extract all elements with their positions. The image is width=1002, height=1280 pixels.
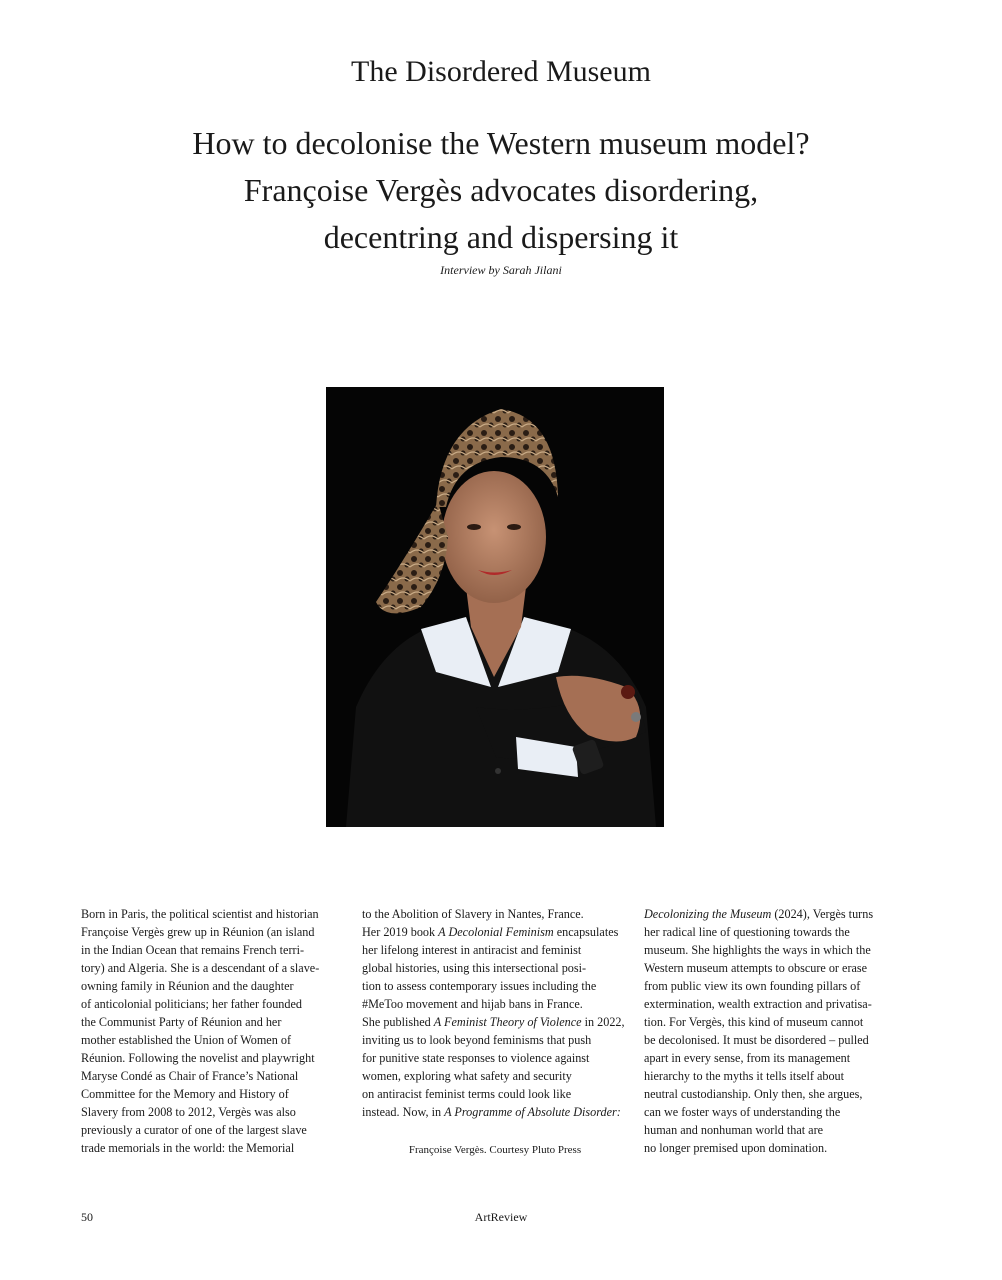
text-line: neutral custodianship. Only then, she argues,: [644, 1087, 863, 1101]
text-line: of anticolonial politicians; her father founded: [81, 997, 302, 1011]
text-line: extermination, wealth extraction and privatisa-: [644, 997, 872, 1011]
text-run: Her 2019 book: [362, 925, 439, 939]
text-line: hierarchy to the myths it tells itself about: [644, 1069, 845, 1083]
body-column-1: [81, 905, 351, 1157]
book-title: A Programme of Absolute Disorder:: [444, 1105, 621, 1119]
text-line: human and nonhuman world that are: [644, 1123, 824, 1137]
text-line: tion. For Vergès, this kind of museum cannot: [644, 1015, 864, 1029]
text-run: (2024), Vergès turns: [771, 907, 874, 921]
book-title: A Decolonial Feminism: [438, 925, 554, 939]
headline-line: How to decolonise the Western museum model?: [192, 125, 810, 161]
text-line: for punitive state responses to violence against: [362, 1051, 590, 1065]
body-column-3: [644, 905, 914, 1157]
book-title: A Feminist Theory of Violence: [433, 1015, 582, 1029]
text-line: trade memorials in the world: the Memorial: [81, 1141, 295, 1155]
portrait-photo: [326, 387, 664, 827]
text-line: tion to assess contemporary issues including the: [362, 979, 597, 993]
text-line: can we foster ways of understanding the: [644, 1105, 841, 1119]
text-line: Western museum attempts to obscure or erase: [644, 961, 868, 975]
section-title: The Disordered Museum: [351, 55, 651, 88]
text-line: inviting us to look beyond feminisms that push: [362, 1033, 592, 1047]
text-line: no longer premised upon domination.: [644, 1141, 828, 1155]
text-line: [362, 1013, 632, 1031]
text-line: [362, 1103, 632, 1121]
headline: [120, 120, 882, 261]
text-line: Born in Paris, the political scientist and historian: [81, 907, 319, 921]
text-line: Slavery from 2008 to 2012, Vergès was also: [81, 1105, 296, 1119]
text-line: her lifelong interest in antiracist and feminist: [362, 943, 582, 957]
text-line: [644, 905, 914, 923]
text-line: on antiracist feminist terms could look like: [362, 1087, 572, 1101]
text-line: #MeToo movement and hijab bans in France.: [362, 997, 583, 1011]
body-column-2: [362, 905, 632, 1121]
text-line: apart in every sense, from its management: [644, 1051, 851, 1065]
magazine-name: ArtReview: [474, 1210, 528, 1224]
text-run: She published: [362, 1015, 434, 1029]
text-line: in the Indian Ocean that remains French terri-: [81, 943, 305, 957]
text-line: women, exploring what safety and security: [362, 1069, 572, 1083]
text-line: her radical line of questioning towards the: [644, 925, 850, 939]
text-line: global histories, using this intersectional posi-: [362, 961, 587, 975]
text-run: in 2022,: [581, 1015, 625, 1029]
text-line: museum. She highlights the ways in which the: [644, 943, 871, 957]
byline: Interview by Sarah Jilani: [440, 263, 562, 277]
book-title: Decolonizing the Museum: [644, 907, 772, 921]
text-line: Maryse Condé as Chair of France’s National: [81, 1069, 299, 1083]
text-line: be decolonised. It must be disordered – pulled: [644, 1033, 869, 1047]
text-line: Françoise Vergès grew up in Réunion (an island: [81, 925, 315, 939]
page-number: 50: [81, 1210, 93, 1224]
text-line: from public view its own founding pillars of: [644, 979, 861, 993]
text-run: instead. Now, in: [362, 1105, 445, 1119]
text-line: owning family in Réunion and the daughter: [81, 979, 294, 993]
headline-line: decentring and dispersing it: [323, 219, 679, 255]
headline-line: Françoise Vergès advocates disordering,: [243, 172, 759, 208]
text-run: encapsulates: [553, 925, 619, 939]
text-line: the Communist Party of Réunion and her: [81, 1015, 282, 1029]
text-line: tory) and Algeria. She is a descendant of a slave-: [81, 961, 320, 975]
text-line: previously a curator of one of the largest slave: [81, 1123, 307, 1137]
text-line: Committee for the Memory and History of: [81, 1087, 289, 1101]
text-line: mother established the Union of Women of: [81, 1033, 292, 1047]
text-line: [362, 923, 632, 941]
photo-caption: Françoise Vergès. Courtesy Pluto Press: [408, 1144, 582, 1156]
text-line: to the Abolition of Slavery in Nantes, France.: [362, 907, 584, 921]
text-line: Réunion. Following the novelist and playwright: [81, 1051, 315, 1065]
